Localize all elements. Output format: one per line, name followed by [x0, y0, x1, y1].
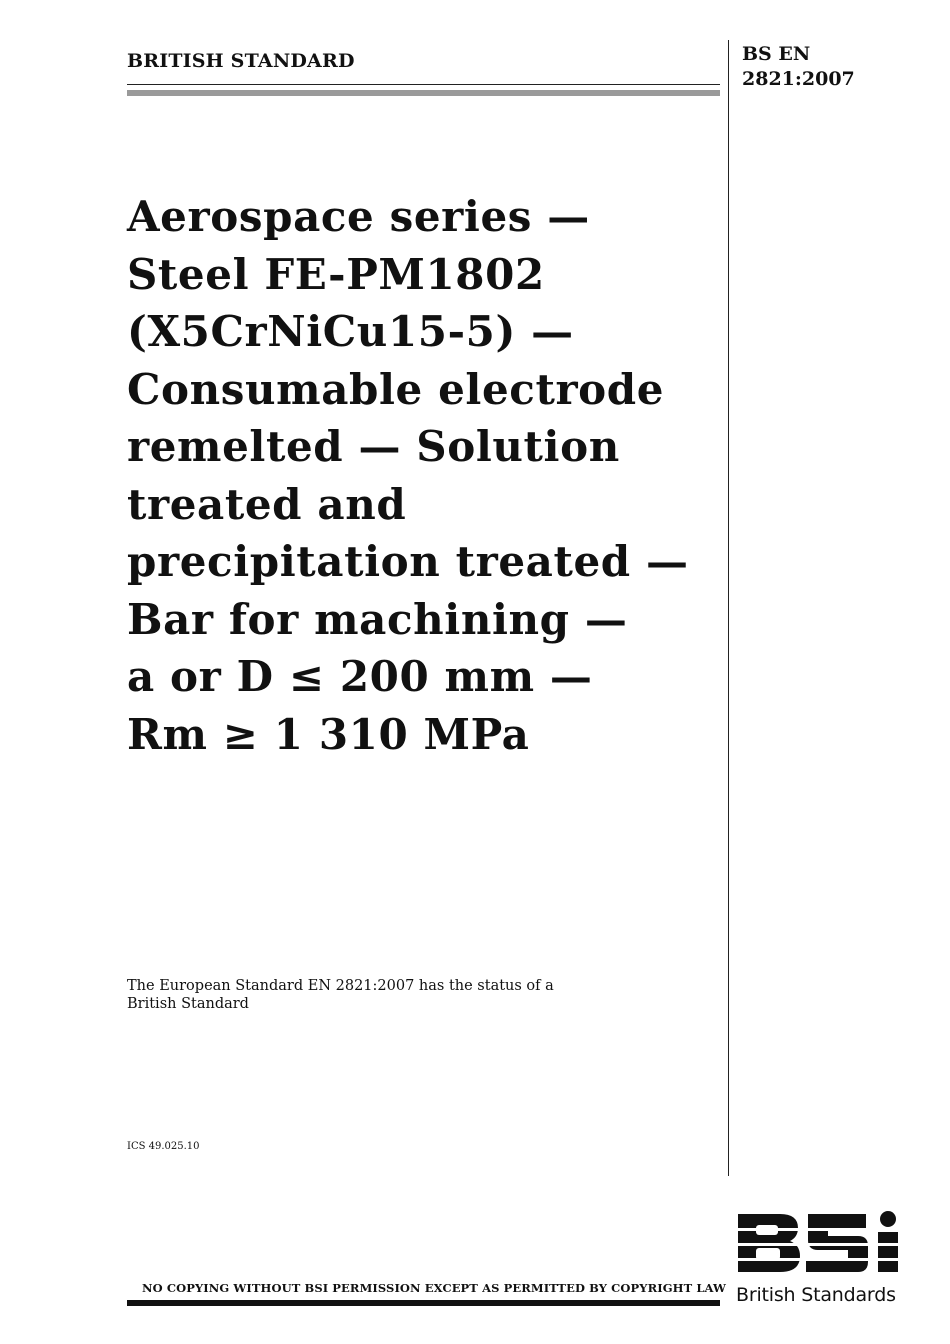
- document-number-line1: BS EN: [742, 43, 811, 65]
- standard-type-label: BRITISH STANDARD: [127, 50, 355, 72]
- status-note: [127, 977, 554, 1013]
- bsi-logo-text: British Standards: [736, 1284, 896, 1306]
- document-number-line2: 2821:2007: [742, 68, 855, 90]
- title-line: Rm ≥ 1 310 MPa: [127, 709, 530, 759]
- title-line: a or D ≤ 200 mm —: [127, 652, 593, 701]
- title-line: treated and: [127, 479, 407, 529]
- title-line: (X5CrNiCu15-5) —: [127, 307, 574, 356]
- header-rule-thin: [127, 84, 720, 85]
- title-line: precipitation treated —: [127, 537, 689, 586]
- ics-code: ICS 49.025.10: [127, 1141, 200, 1152]
- status-note-line2: British Standard: [127, 996, 249, 1012]
- title-line: Steel FE-PM1802: [127, 249, 545, 299]
- document-number: [742, 42, 855, 92]
- title-line: Aerospace series —: [127, 192, 590, 241]
- status-note-line1: The European Standard EN 2821:2007 has the status of a: [127, 978, 554, 994]
- document-title: [127, 188, 722, 763]
- title-line: Consumable electrode: [127, 364, 665, 414]
- vertical-divider: [728, 40, 729, 1176]
- title-line: remelted — Solution: [127, 422, 620, 471]
- copyright-notice: NO COPYING WITHOUT BSI PERMISSION EXCEPT AS PERMITTED BY COPYRIGHT LAW: [142, 1281, 727, 1295]
- footer-rule: [127, 1300, 720, 1306]
- title-line: Bar for machining —: [127, 594, 628, 644]
- bsi-logo: [732, 1208, 908, 1314]
- header-rule-gray: [127, 90, 720, 96]
- bsi-logo-icon: [732, 1208, 908, 1280]
